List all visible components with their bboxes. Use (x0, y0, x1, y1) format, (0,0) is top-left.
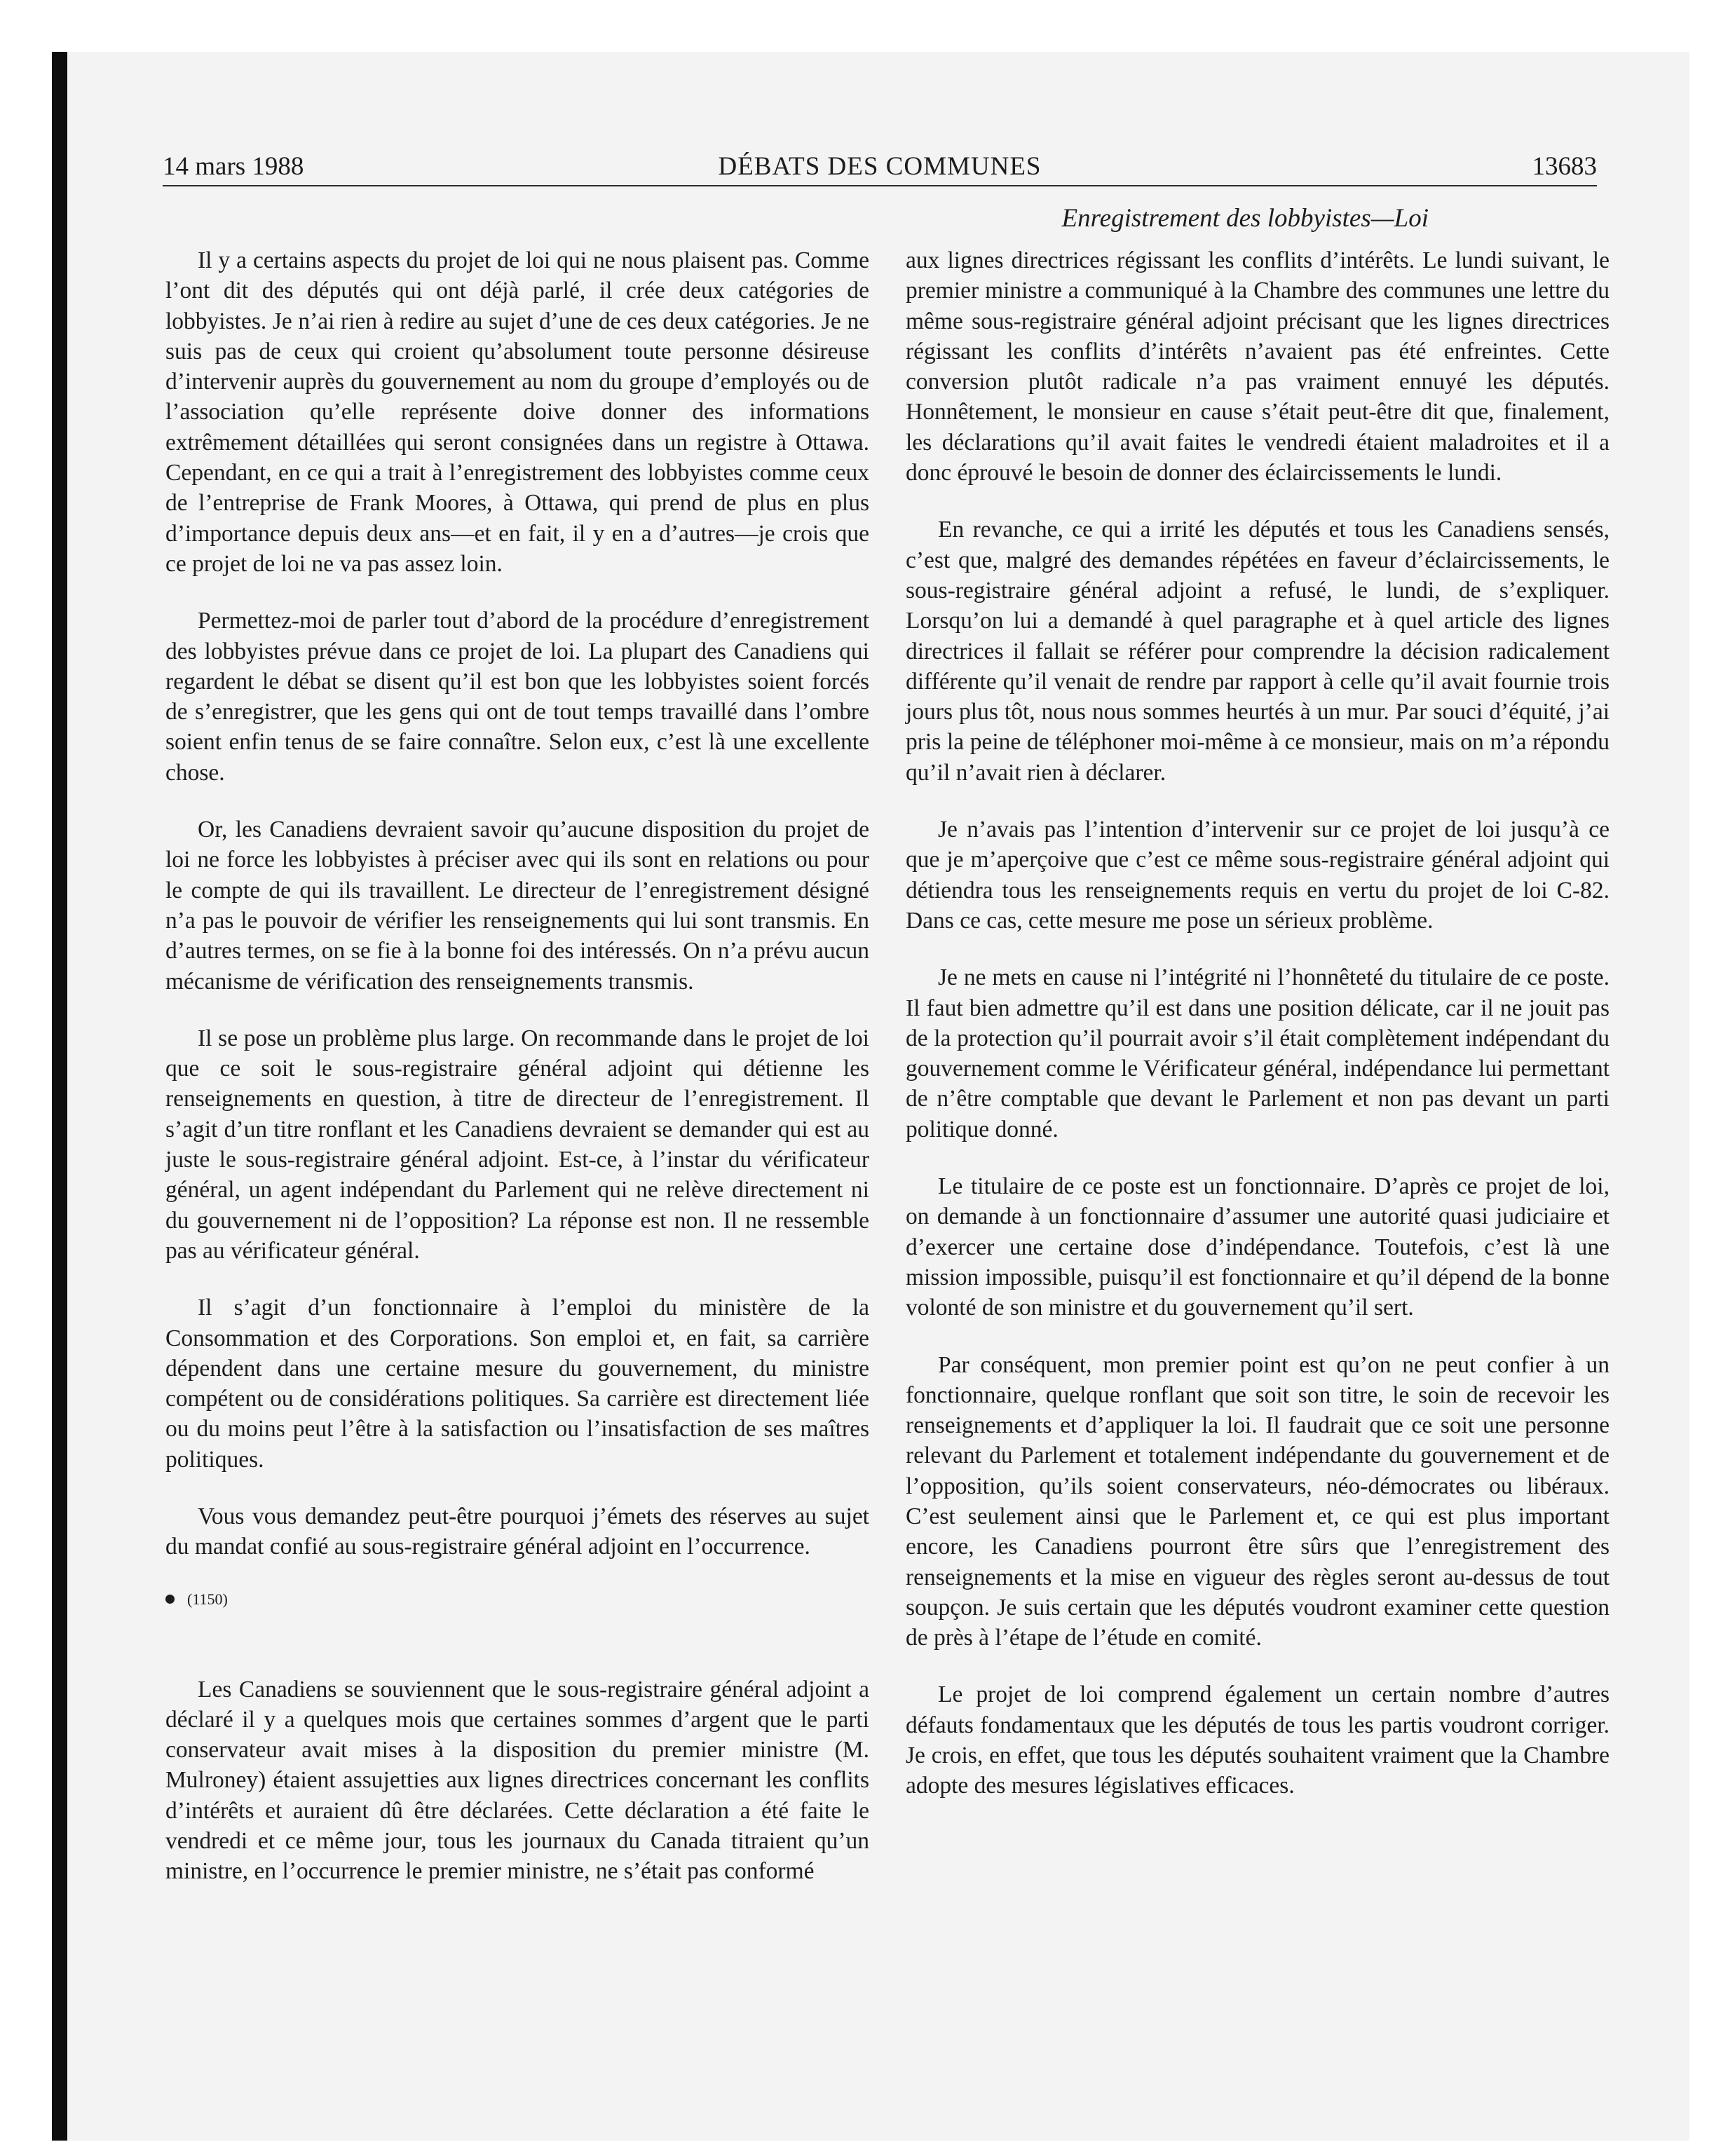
paragraph: Il se pose un problème plus large. On recommande dans le projet de loi que ce soit le sous-registraire général adjoint qui détienne les renseignements en question, à titre de directeur de l’enregistrement. Il s’agit d’un titre ronflant et les Canadiens devraient se demander qui est au juste le sous-registraire général adjoint. Est-ce, à l’instar du vérificateur général, un agent indépendant du Parlement qui ne relève directement ni du gouvernement ni de l’opposition? La réponse est non. Il ne ressemble pas au vérificateur général. (165, 1025, 869, 1264)
paragraph: Les Canadiens se souviennent que le sous-registraire général adjoint a déclaré il y a quelques mois que certaines sommes d’argent que le parti conservateur avait mises à la disposition du premier ministre (M. Mulroney) étaient assujetties aux lignes directrices concernant les conflits d’intérêts et auraient dû être déclarées. Cette déclaration a été faite le vendredi et ce même jour, tous les journaux du Canada titraient qu’un ministre, en l’occurrence le premier ministre, ne s’était pas conformé (165, 1676, 869, 1885)
paragraph: Permettez-moi de parler tout d’abord de la procédure d’enregistrement des lobbyistes prévue dans ce projet de loi. La plupart des Canadiens qui regardent le débat se disent qu’il est bon que les lobbyistes soient forcés de s’enregistrer, que les gens qui ont de tout temps travaillé dans l’ombre soient enfin tenus de se faire connaître. Selon eux, c’est là une excellente chose. (165, 608, 869, 786)
paragraph: Vous vous demandez peut-être pourquoi j’émets des réserves au sujet du mandat confié au sous-registraire général adjoint en l’occurrence. (165, 1503, 869, 1560)
paragraph: Il s’agit d’un fonctionnaire à l’emploi du ministère de la Consommation et des Corporations. Son emploi et, en fait, sa carrière dépendent dans une certaine mesure du gouvernement, du ministre compétent ou de considérations politiques. Sa carrière est directement liée ou du moins peut l’être à la satisfaction ou l’insatisfaction de ses maîtres politiques. (165, 1295, 869, 1473)
paragraph: Je n’avais pas l’intention d’intervenir sur ce projet de loi jusqu’à ce que je m’aperçoive que c’est ce même sous-registraire général adjoint qui détiendra tous les renseignements requis en vertu du projet de loi C-82. Dans ce cas, cette mesure me pose un sérieux problème. (906, 817, 1610, 934)
paragraph: Le titulaire de ce poste est un fonctionnaire. D’après ce projet de loi, on demande à un fonctionnaire d’assumer une autorité quasi judiciaire et d’exercer une certaine dose d’indépendance. Toutefois, c’est là une mission impossible, puisqu’il est fonctionnaire et qu’il dépend de la bonne volonté de son ministre et du gouvernement qu’il sert. (906, 1173, 1610, 1321)
paragraph: Il y a certains aspects du projet de loi qui ne nous plaisent pas. Comme l’ont dit des députés qui ont déjà parlé, il crée deux catégories de lobbyistes. Je n’ai rien à redire au sujet d’une de ces deux catégories. Je ne suis pas de ceux qui croient qu’absolument toute personne désireuse d’intervenir auprès du gouvernement au nom du groupe d’employés ou de l’association qu’elle représente doive donner des informations extrêmement détaillées qui seront consignées dans un registre à Ottawa. Cependant, en ce qui a trait à l’enregistrement des lobbyistes comme ceux de l’entreprise de Frank Moores, à Ottawa, qui prend de plus en plus d’importance depuis deux ans—et en fait, il y en a d’autres—je crois que ce projet de loi ne va pas assez loin. (165, 247, 869, 577)
paragraph: En revanche, ce qui a irrité les députés et tous les Canadiens sensés, c’est que, malgré des demandes répétées en faveur d’éclaircissements, le sous-registraire général adjoint a refusé, le lundi, de s’expliquer. Lorsqu’on lui a demandé à quel paragraphe et à quel article des lignes directrices il fallait se référer pour comprendre la décision radicalement différente qu’il venait de rendre par rapport à celle qu’il avait fournie trois jours plus tôt, nous nous sommes heurtés à un mur. Par souci d’équité, j’ai pris la peine de téléphoner moi-même à ce monsieur, mais on m’a répondu qu’il n’avait rien à déclarer. (906, 517, 1610, 786)
right-column (906, 245, 1610, 1828)
header-date: 14 mars 1988 (163, 152, 304, 181)
page-header (163, 149, 1597, 185)
time-marker-label: (1150) (187, 1590, 228, 1608)
left-column (165, 245, 869, 1913)
bullet-icon (165, 1595, 175, 1604)
time-marker (165, 1589, 869, 1610)
paragraph: Or, les Canadiens devraient savoir qu’aucune disposition du projet de loi ne force les lobbyistes à préciser avec qui ils sont en relations ou pour le compte de qui ils travaillent. Le directeur de l’enregistrement désigné n’a pas le pouvoir de vérifier les renseignements qui lui sont transmis. En d’autres termes, on se fie à la bonne foi des intéressés. On n’a prévu aucun mécanisme de vérification des renseignements transmis. (165, 817, 869, 995)
header-page-number: 13683 (1532, 152, 1597, 181)
paragraph-continuation: aux lignes directrices régissant les conflits d’intérêts. Le lundi suivant, le premier ministre a communiqué à la Chambre des communes une lettre du même sous-registraire général adjoint précisant que les lignes directrices régissant les conflits d’intérêts n’avaient pas été enfreintes. Cette conversion plutôt radicale n’a pas vraiment ennuyé les députés. Honnêtement, le monsieur en cause s’était peut-être dit que, finalement, les déclarations qu’il avait faites le vendredi étaient maladroites et il a donc éprouvé le besoin de donner des éclaircissements le lundi. (906, 247, 1610, 486)
paragraph: Je ne mets en cause ni l’intégrité ni l’honnêteté du titulaire de ce poste. Il faut bien admettre qu’il est dans une position délicate, car il ne jouit pas de la protection qu’il pourrait avoir s’il était complètement indépendant du gouvernement comme le Vérificateur général, indépendance lui permettant de n’être comptable que devant le Parlement et non pas devant un parti politique donné. (906, 964, 1610, 1142)
binding-edge (52, 52, 67, 2141)
paragraph: Par conséquent, mon premier point est qu’on ne peut confier à un fonctionnaire, quelque ronflant que soit son titre, le soin de recevoir les renseignements et d’appliquer la loi. Il faudrait que ce soit une personne relevant du Parlement et totalement indépendante du gouvernement et de l’opposition, qu’ils soient conservateurs, néo-démocrates ou libéraux. C’est seulement ainsi que le Parlement et, ce qui est plus important encore, les Canadiens pourront être sûrs que l’enregistrement des renseignements et la mise en vigueur des règles seront au-dessus de tout soupçon. Je suis certain que les députés voudront examiner cette question de près à l’étape de l’étude en comité. (906, 1351, 1610, 1651)
header-rule (163, 185, 1597, 186)
header-title: DÉBATS DES COMMUNES (718, 152, 1042, 181)
running-head: Enregistrement des lobbyistes—Loi (1061, 204, 1429, 233)
paragraph: Le projet de loi comprend également un certain nombre d’autres défauts fondamentaux que les députés de tous les partis voudront corriger. Je crois, en effet, que tous les députés souhaitent vraiment que la Chambre adopte des mesures législatives efficaces. (906, 1681, 1610, 1799)
